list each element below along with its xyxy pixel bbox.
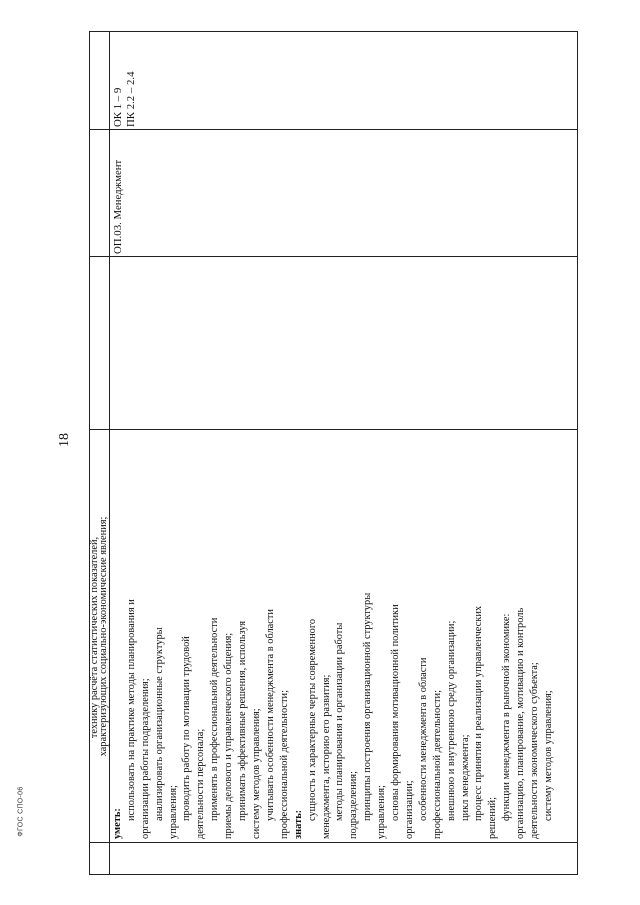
column-index <box>89 843 578 875</box>
requirements-cell <box>98 434 556 839</box>
znat-item: менеджмента, историю его развития; <box>320 674 332 839</box>
rotated-table-body <box>89 31 578 875</box>
column-hours <box>89 257 578 430</box>
umet-item: профессиональной деятельности; <box>278 689 290 839</box>
competencies-cell <box>112 72 138 128</box>
umet-item: применять в профессиональной деятельности <box>209 617 221 821</box>
znat-item: организации; <box>403 780 415 839</box>
znat-item: организацию, планирование, мотивацию и контроль <box>515 607 527 839</box>
continuation-line: характеризующих социально-экономические явления; <box>98 516 109 757</box>
page-number: 18 <box>57 433 72 447</box>
column-discipline <box>89 130 578 257</box>
znat-item: функции менеджмента в рыночной экономике: <box>501 613 513 821</box>
znat-item: особенности менеджмента в области <box>417 657 429 821</box>
umet-item: использовать на практике методы планирования и <box>125 599 137 821</box>
znat-item: деятельности экономического субъекта; <box>529 662 541 839</box>
umet-item: систему методов управления; <box>250 708 262 839</box>
umet-item: проводить работу по мотивации трудовой <box>181 636 193 821</box>
znat-item: управления; <box>376 785 388 839</box>
znat-heading: знать: <box>292 809 304 839</box>
competency-professional: ПК 2.2 – 2.4 <box>125 71 137 127</box>
umet-item: деятельности персонала; <box>195 728 207 839</box>
znat-item: методы планирования и организации работы <box>334 622 346 821</box>
znat-item: решений; <box>487 797 499 839</box>
znat-item: принципы построения организационной структуры <box>362 592 374 821</box>
column-competencies <box>89 31 578 130</box>
curriculum-table <box>89 31 578 875</box>
umet-item: приемы делового и управленческого общения; <box>223 632 235 839</box>
umet-item: принимать эффективные решения, используя <box>237 620 249 821</box>
umet-item: анализировать организационные структуры <box>153 627 165 821</box>
znat-item: сущность и характерные черты современного <box>306 618 318 821</box>
znat-item: процесс принятия и реализации управленческих <box>473 605 485 821</box>
znat-item: цикл менеджмента; <box>459 734 471 821</box>
footer-code: ФГОС СПО-06 <box>17 786 25 837</box>
znat-item: систему методов управления; <box>543 690 554 821</box>
umet-heading: уметь: <box>111 808 123 839</box>
competency-general: ОК 1 – 9 <box>112 87 124 127</box>
znat-item: профессиональной деятельности; <box>431 689 443 839</box>
umet-item: организации работы подразделения; <box>139 678 151 839</box>
znat-item: внешнюю и внутреннюю среду организации; <box>445 620 457 821</box>
continuation-line: технику расчёта статистических показателей, <box>89 536 100 739</box>
znat-item: основы формирования мотивационной политики <box>390 604 402 821</box>
umet-item: учитывать особенности менеджмента в области <box>264 609 276 821</box>
umet-item: управления; <box>167 785 179 839</box>
znat-item: подразделения; <box>348 771 360 839</box>
discipline-name: ОП.03. Менеджмент <box>112 159 124 254</box>
